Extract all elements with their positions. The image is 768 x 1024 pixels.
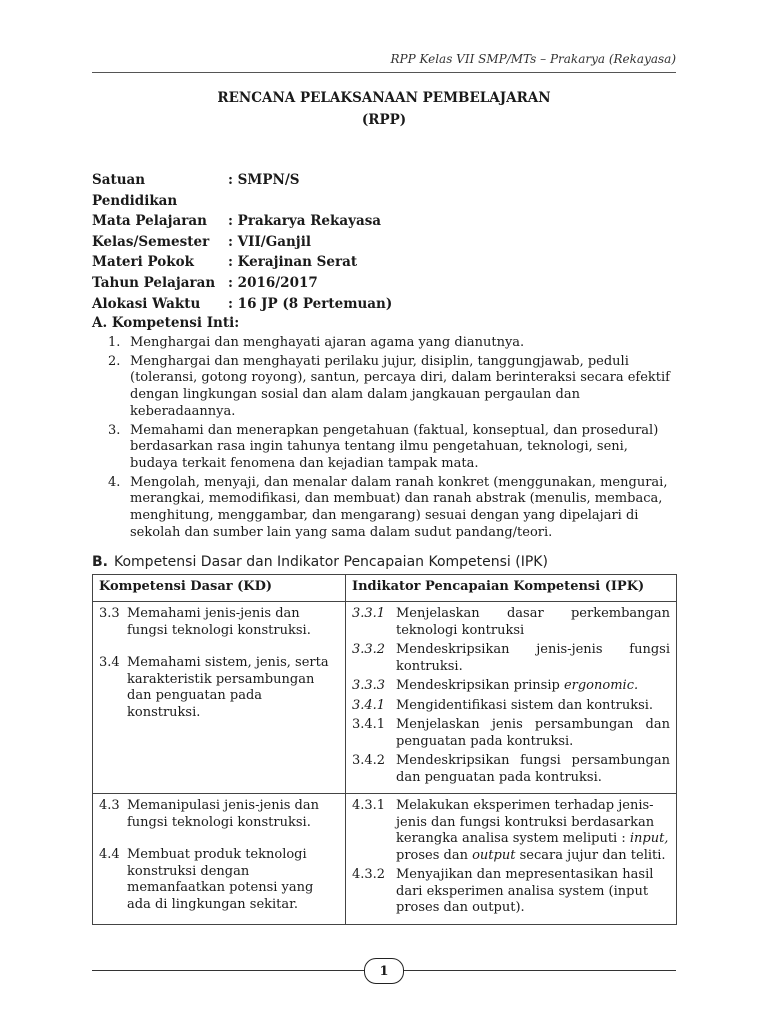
ipk-text	[396, 678, 670, 695]
section-a-heading: A. Kompetensi Inti:	[92, 315, 240, 331]
info-row	[92, 232, 392, 253]
info-label: Materi Pokok	[92, 254, 194, 271]
ipk-text-part: Mendeskripsikan prinsip	[396, 678, 564, 693]
ipk-text-part: Melakukan eksperimen terhadap jenis-jenis dan fungsi kontruksi berdasarkan kerangka analisa system meliputi :	[396, 798, 655, 846]
item-text: Memahami dan menerapkan pengetahuan (faktual, konseptual, dan prosedural) berdasarkan rasa ingin tahunya tentang ilmu pengetahuan, teknologi, seni, budaya terkait fenomena dan kejadian tampak mata.	[130, 422, 659, 471]
ipk-number: 4.3.1	[352, 798, 386, 813]
kd-cell	[93, 794, 346, 925]
running-header: RPP Kelas VII SMP/MTs – Prakarya (Rekayasa)	[390, 52, 676, 66]
info-row	[92, 252, 392, 273]
kd-item	[99, 655, 339, 721]
ipk-item	[352, 642, 670, 675]
info-value: : SMPN/S	[228, 172, 300, 188]
ipk-text: Menjelaskan jenis persambungan dan penguatan pada kontruksi.	[396, 717, 670, 749]
ipk-item	[352, 753, 670, 786]
info-value: : Kerajinan Serat	[228, 254, 358, 271]
kd-number: 4.4	[99, 847, 120, 862]
table-row	[93, 602, 677, 794]
item-number: 1.	[108, 335, 121, 350]
info-value: : VII/Ganjil	[228, 233, 311, 250]
ipk-number: 3.3.3	[352, 678, 386, 693]
info-row	[92, 294, 392, 315]
ipk-text-part: proses dan	[396, 847, 473, 863]
kd-number: 4.3	[99, 798, 120, 813]
ipk-cell	[346, 602, 677, 794]
kd-ipk-table	[92, 574, 677, 925]
column-header-ipk: Indikator Pencapaian Kompetensi (IPK)	[346, 575, 677, 602]
column-header-kd: Kompetensi Dasar (KD)	[93, 575, 346, 602]
ipk-text-part: secara jujur dan teliti.	[515, 847, 666, 863]
table-header-row	[93, 575, 677, 602]
info-row	[92, 170, 392, 211]
info-label: Alokasi Waktu	[92, 295, 201, 312]
list-item	[92, 354, 676, 421]
kompetensi-inti-list	[92, 335, 676, 543]
info-value: : 16 JP (8 Pertemuan)	[228, 295, 393, 312]
ipk-text: Mendeskripsikan fungsi persambungan dan penguatan pada kontruksi.	[396, 753, 670, 785]
ipk-text-italic: output	[472, 847, 516, 863]
page-number: 1	[364, 958, 404, 984]
info-label: Kelas/Semester	[92, 233, 210, 250]
ipk-item	[352, 698, 670, 715]
kd-text: Memanipulasi jenis-jenis dan fungsi teknologi konstruksi.	[127, 798, 319, 830]
item-text: Menghargai dan menghayati perilaku jujur, disiplin, tanggungjawab, peduli (toleransi, gotong royong), santun, percaya diri, dalam berinteraksi secara efektif dengan lingkungan sosial dan alam dalam jangkauan pergaulan dan keberadaannya.	[130, 353, 670, 419]
ipk-number: 4.3.2	[352, 867, 386, 882]
list-item	[92, 475, 676, 542]
info-label: Tahun Pelajaran	[92, 274, 216, 291]
ipk-item	[352, 606, 670, 639]
ipk-item	[352, 867, 670, 917]
ipk-number: 3.3.2	[352, 642, 386, 657]
kd-text: Memahami sistem, jenis, serta karakteristik persambungan dan penguatan pada konstruksi.	[127, 655, 329, 720]
info-row	[92, 273, 392, 294]
ipk-text-italic: ergonomic.	[563, 678, 639, 693]
ipk-item	[352, 717, 670, 750]
document-title: RENCANA PELAKSANAAN PEMBELAJARAN	[217, 90, 551, 106]
ipk-number: 3.4.1	[352, 697, 386, 713]
kd-text: Memahami jenis-jenis dan fungsi teknologi konstruksi.	[127, 606, 311, 638]
item-number: 4.	[108, 474, 121, 490]
ipk-cell	[346, 794, 677, 925]
kd-item	[99, 606, 339, 639]
section-b-heading	[92, 554, 548, 570]
kd-item	[99, 847, 339, 913]
kd-item	[99, 798, 339, 831]
item-number: 3.	[108, 422, 121, 438]
ipk-text-italic: input,	[629, 831, 669, 846]
section-b-title: Kompetensi Dasar dan Indikator Pencapaian Kompetensi (IPK)	[114, 554, 548, 570]
kd-number: 3.3	[99, 606, 120, 621]
info-label: Mata Pelajaran	[92, 213, 207, 230]
list-item	[92, 335, 676, 352]
kd-text: Membuat produk teknologi konstruksi dengan memanfaatkan potensi yang ada di lingkungan sekitar.	[127, 847, 314, 912]
info-row	[92, 211, 392, 232]
table-row	[93, 794, 677, 925]
item-number: 2.	[108, 353, 121, 369]
info-value: : Prakarya Rekayasa	[228, 213, 382, 230]
kd-number: 3.4	[99, 655, 120, 670]
identity-block	[92, 170, 392, 314]
section-letter: B.	[92, 554, 108, 570]
ipk-number: 3.3.1	[352, 606, 386, 621]
ipk-number: 3.4.1	[352, 717, 386, 732]
ipk-text: Menjelaskan dasar perkembangan teknologi kontruksi	[396, 606, 670, 638]
ipk-number: 3.4.2	[352, 753, 386, 768]
ipk-text: Mendeskripsikan jenis-jenis fungsi kontruksi.	[396, 642, 670, 674]
info-value: : 2016/2017	[228, 274, 318, 291]
kd-cell	[93, 602, 346, 794]
ipk-text	[396, 798, 670, 864]
ipk-item	[352, 798, 670, 864]
ipk-item	[352, 678, 670, 695]
header-divider	[92, 72, 676, 73]
info-label: Satuan Pendidikan	[92, 172, 178, 209]
document-subtitle: (RPP)	[361, 112, 407, 128]
ipk-text: Mengidentifikasi sistem dan kontruksi.	[396, 697, 654, 713]
ipk-text: Menyajikan dan mepresentasikan hasil dari eksperimen analisa system (input proses dan output).	[396, 867, 654, 915]
item-text: Menghargai dan menghayati ajaran agama yang dianutnya.	[130, 335, 525, 350]
list-item	[92, 423, 676, 473]
item-text: Mengolah, menyaji, dan menalar dalam ranah konkret (menggunakan, mengurai, merangkai, memodifikasi, dan membuat) dan ranah abstrak (menulis, membaca, menghitung, menggambar, dan mengarang) sesuai dengan yang dipelajari di sekolah dan sumber lain yang sama dalam sudut pandang/teori.	[130, 474, 668, 540]
